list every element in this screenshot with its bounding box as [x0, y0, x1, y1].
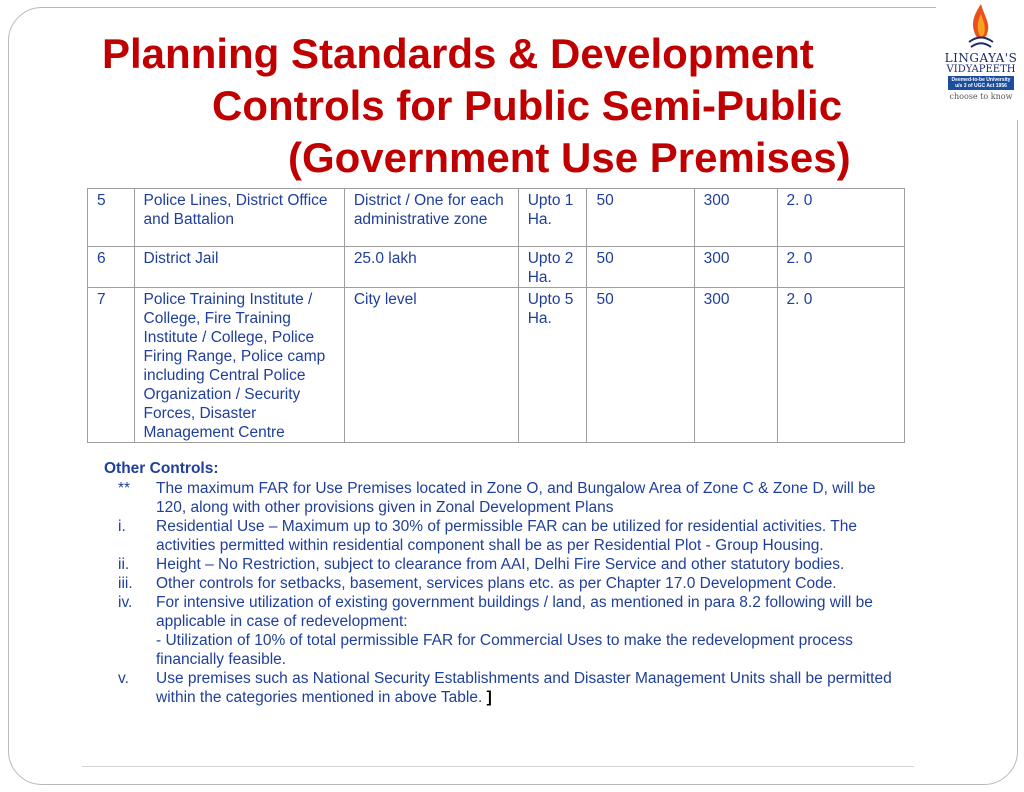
list-text: For intensive utilization of existing government buildings / land, as mentioned in para 8.2 following will be applicable in case of redevelopment: [156, 594, 873, 630]
other-controls-section [104, 459, 894, 707]
list-item [104, 574, 894, 593]
standards-table [87, 188, 905, 443]
list-marker [104, 631, 156, 669]
slide-title-line-3: (Government Use Premises) [288, 134, 851, 181]
list-marker: ii. [118, 556, 130, 573]
row-plot-area: Upto 1 Ha. [518, 189, 587, 247]
slide-title-line-1: Planning Standards & Development [102, 30, 814, 77]
list-item [104, 555, 894, 574]
list-marker: v. [118, 670, 129, 687]
table-row [88, 288, 905, 443]
bottom-divider [82, 766, 914, 767]
university-logo [940, 2, 1022, 118]
slide-title-line-2: Controls for Public Semi-Public [212, 82, 843, 129]
flame-icon [963, 2, 999, 50]
list-text: Residential Use – Maximum up to 30% of permissible FAR can be utilized for residential activities. The activities permitted within residential component shall be as per Residential Plot - Group Housing. [156, 518, 857, 554]
logo-name-line-2: VIDYAPEETH [946, 64, 1016, 75]
list-item [104, 593, 894, 631]
row-population: City level [344, 288, 518, 443]
row-height: 2. 0 [777, 247, 904, 288]
row-serial: 5 [88, 189, 135, 247]
list-item [104, 479, 894, 517]
row-ground-coverage: 50 [587, 247, 694, 288]
list-text: Other controls for setbacks, basement, services plans etc. as per Chapter 17.0 Development Code. [156, 575, 837, 592]
row-height: 2. 0 [777, 288, 904, 443]
closing-bracket: ] [486, 689, 492, 706]
list-item [104, 631, 894, 669]
list-text: Height – No Restriction, subject to clearance from AAI, Delhi Fire Service and other statutory bodies. [156, 556, 845, 573]
row-far: 300 [694, 247, 777, 288]
row-plot-area: Upto 5 Ha. [518, 288, 587, 443]
logo-badge: Deemed-to-be University u/s 3 of UGC Act 1956 [948, 76, 1014, 90]
logo-tagline: choose to know [949, 92, 1013, 101]
row-ground-coverage: 50 [587, 288, 694, 443]
list-marker: i. [118, 518, 126, 535]
row-serial: 7 [88, 288, 135, 443]
logo-name-line-1: LINGAYA'S [944, 51, 1018, 65]
list-item [104, 517, 894, 555]
list-text: The maximum FAR for Use Premises located in Zone O, and Bungalow Area of Zone C & Zone D, will be 120, along with other provisions given in Zonal Development Plans [156, 480, 876, 516]
row-use-premises: District Jail [134, 247, 344, 288]
list-text-body: Use premises such as National Security Establishments and Disaster Management Units shall be permitted within the categories mentioned in above Table. [156, 670, 892, 706]
list-item [104, 669, 894, 707]
list-marker: iii. [118, 575, 133, 592]
table-row [88, 247, 905, 288]
row-use-premises: Police Training Institute / College, Fire Training Institute / College, Police Firing Range, Police camp including Central Police Organization / Security Forces, Disaster Management Centre [134, 288, 344, 443]
row-far: 300 [694, 189, 777, 247]
list-marker: ** [118, 480, 131, 497]
list-text [156, 669, 894, 707]
row-population: 25.0 lakh [344, 247, 518, 288]
table-row [88, 189, 905, 247]
row-height: 2. 0 [777, 189, 904, 247]
other-controls-heading: Other Controls: [104, 460, 219, 477]
row-population: District / One for each administrative zone [344, 189, 518, 247]
row-use-premises: Police Lines, District Office and Battalion [134, 189, 344, 247]
row-ground-coverage: 50 [587, 189, 694, 247]
row-serial: 6 [88, 247, 135, 288]
list-text: - Utilization of 10% of total permissible FAR for Commercial Uses to make the redevelopment process financially feasible. [156, 632, 853, 668]
row-far: 300 [694, 288, 777, 443]
list-marker: iv. [118, 594, 133, 611]
row-plot-area: Upto 2 Ha. [518, 247, 587, 288]
